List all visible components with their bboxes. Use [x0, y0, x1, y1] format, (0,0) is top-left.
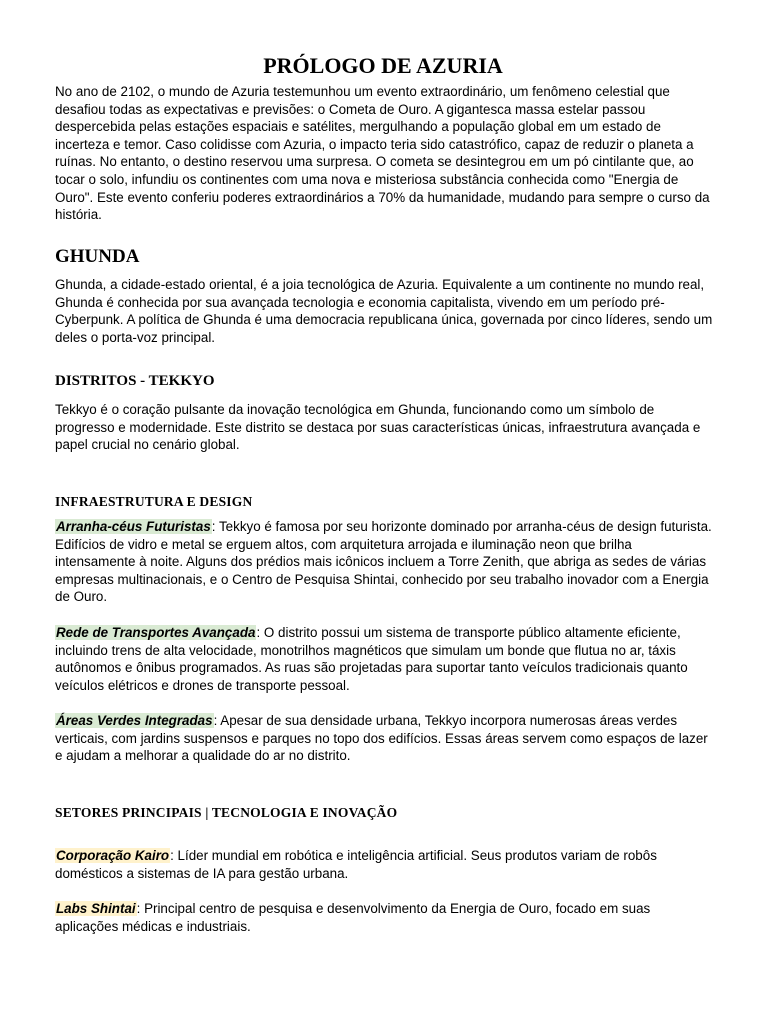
ghunda-heading: GHUNDA [55, 246, 140, 267]
item-description: : Tekkyo é famosa por seu horizonte dominado por arranha-céus de design futurista. Edifícios de vidro e metal se erguem altos, com arquitetura arrojada e iluminação neon que brilha intensamente à noite. Alguns dos prédios mais icônicos incluem a Torre Zenith, que abriga as sedes de várias empresas multinacionais, e o Centro de Pesquisa Shintai, conhecido por seu trabalho inovador com a Energia de Ouro. [55, 519, 712, 605]
infra-heading: INFRAESTRUTURA E DESIGN [55, 494, 253, 509]
setores-item-shintai [55, 900, 713, 935]
ghunda-paragraph: Ghunda, a cidade-estado oriental, é a joia tecnológica de Azuria. Equivalente a um continente no mundo real, Ghunda é conhecida por sua avançada tecnologia e economia capitalista, vivendo em um período pré-Cyberpunk. A política de Ghunda é uma democracia republicana única, governada por cinco líderes, sendo um deles o porta-voz principal. [55, 277, 713, 345]
term-highlight: Rede de Transportes Avançada [56, 625, 256, 640]
infra-item-transport [55, 624, 713, 694]
page-title: PRÓLOGO DE AZURIA [263, 53, 503, 78]
item-description: : Líder mundial em robótica e inteligência artificial. Seus produtos variam de robôs domésticos a sistemas de IA para gestão urbana. [55, 848, 657, 881]
infra-item-skyscrapers [55, 518, 713, 606]
setores-item-kairo [55, 847, 713, 882]
term-highlight: Arranha-céus Futuristas [56, 519, 211, 534]
item-description: : Apesar de sua densidade urbana, Tekkyo incorpora numerosas áreas verdes verticais, com jardins suspensos e parques no topo dos edifícios. Essas áreas servem como espaços de lazer e ajudam a melhorar a qualidade do ar no distrito. [55, 713, 708, 764]
item-description: : O distrito possui um sistema de transporte público altamente eficiente, incluindo trens de alta velocidade, monotrilhos magnéticos que simulam um bonde que flutua no ar, táxis autônomos e ônibus programados. As ruas são projetadas para suportar tanto veículos tradicionais quanto veículos elétricos e drones de transporte pessoal. [55, 625, 688, 693]
setores-heading: SETORES PRINCIPAIS | TECNOLOGIA E INOVAÇÃO [55, 805, 398, 820]
item-description: : Principal centro de pesquisa e desenvolvimento da Energia de Ouro, focado em suas aplicações médicas e industriais. [55, 901, 651, 934]
tekkyo-paragraph: Tekkyo é o coração pulsante da inovação tecnológica em Ghunda, funcionando como um símbolo de progresso e modernidade. Este distrito se destaca por suas características únicas, infraestrutura avançada e papel crucial no cenário global. [55, 402, 701, 453]
intro-paragraph: No ano de 2102, o mundo de Azuria testemunhou um evento extraordinário, um fenômeno celestial que desafiou todas as expectativas e previsões: o Cometa de Ouro. A gigantesca massa estelar passou despercebida pelas estações espaciais e satélites, mergulhando a população global em um estado de incerteza e temor. Caso colidisse com Azuria, o impacto teria sido catastrófico, capaz de reduzir o planeta a ruínas. No entanto, o destino reservou uma surpresa. O cometa se desintegrou em um pó cintilante que, ao tocar o solo, infundiu os continentes com uma nova e misteriosa substância conhecida como "Energia de Ouro". Este evento conferiu poderes extraordinários a 70% da humanidade, mudando para sempre o curso da história. [55, 84, 710, 223]
infra-item-green-areas [55, 712, 713, 765]
tekkyo-heading: DISTRITOS - TEKKYO [55, 373, 215, 389]
term-highlight: Corporação Kairo [56, 848, 170, 863]
term-highlight: Labs Shintai [56, 901, 136, 916]
term-highlight: Áreas Verdes Integradas [56, 713, 213, 728]
